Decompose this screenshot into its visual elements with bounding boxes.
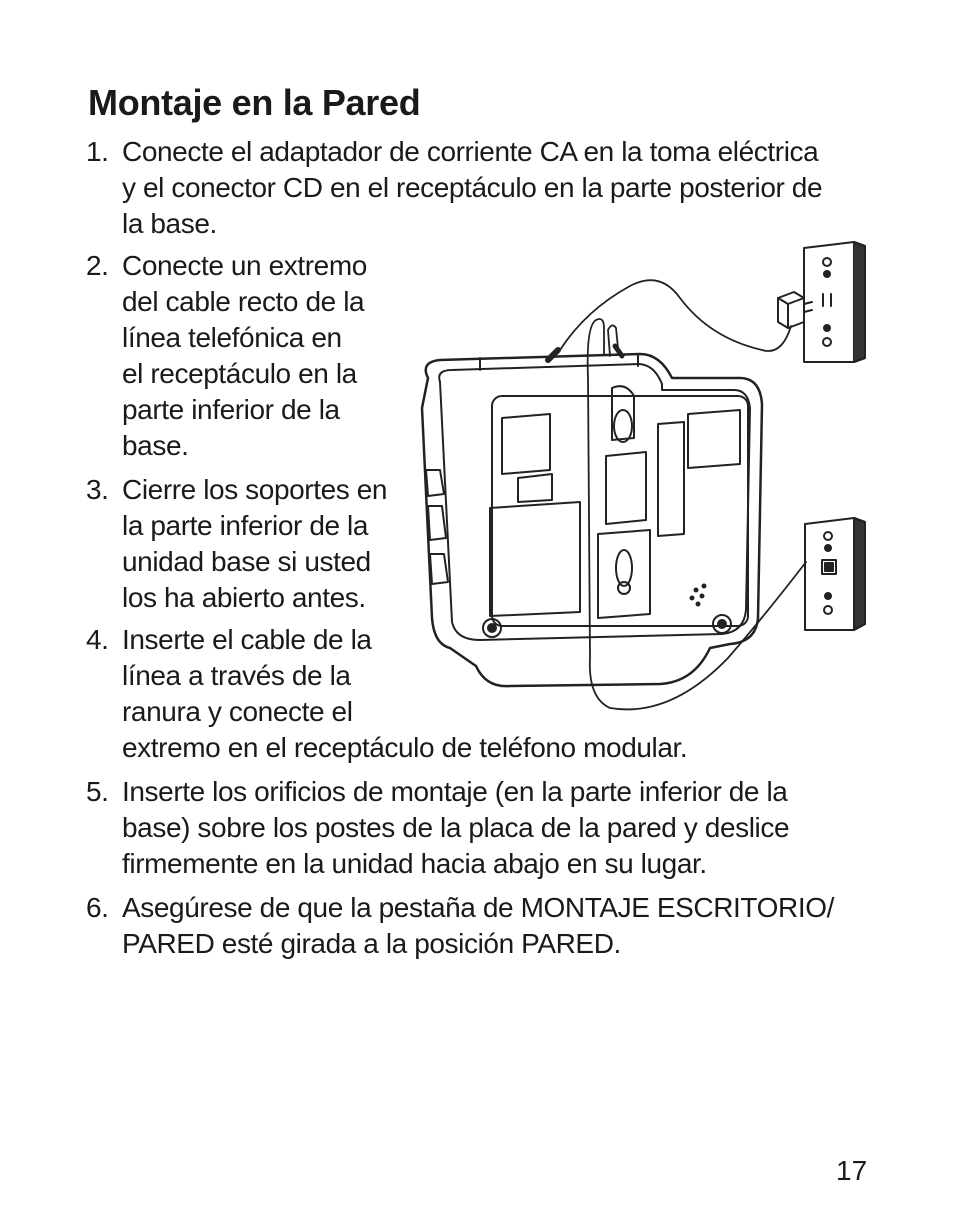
step-line: y el conector CD en el receptáculo en la parte posterior de <box>122 172 823 203</box>
step-3 <box>86 472 387 616</box>
step-line: línea a través de la <box>122 660 351 691</box>
step-2 <box>86 248 367 464</box>
step-line: parte inferior de la <box>122 394 340 425</box>
step-number: 3. <box>86 474 109 505</box>
step-line: ranura y conecte el <box>122 696 353 727</box>
step-line: Inserte los orificios de montaje (en la parte inferior de la <box>122 776 788 807</box>
step-line: Conecte el adaptador de corriente CA en la toma eléctrica <box>122 136 819 167</box>
step-number: 2. <box>86 250 109 281</box>
step-number: 6. <box>86 892 109 923</box>
step-line: Inserte el cable de la <box>122 624 372 655</box>
step-1 <box>86 134 822 242</box>
step-line: unidad base si usted <box>122 546 371 577</box>
step-5 <box>86 774 789 882</box>
step-line: Conecte un extremo <box>122 250 367 281</box>
step-line: firmemente en la unidad hacia abajo en su lugar. <box>122 848 707 879</box>
step-line: línea telefónica en <box>122 322 342 353</box>
phone-base-icon <box>422 354 762 686</box>
step-line: Cierre los soportes en <box>122 474 388 505</box>
step-6 <box>86 890 834 962</box>
page-number: 17 <box>836 1155 868 1186</box>
step-line: la parte inferior de la <box>122 510 369 541</box>
step-line: extremo en el receptáculo de teléfono modular. <box>122 732 688 763</box>
step-number: 4. <box>86 624 109 655</box>
step-number: 1. <box>86 136 109 167</box>
step-line: Asegúrese de que la pestaña de MONTAJE ESCRITORIO/ <box>122 892 834 923</box>
step-number: 5. <box>86 776 109 807</box>
step-line: base) sobre los postes de la placa de la pared y deslice <box>122 812 790 843</box>
phone-jack-icon <box>805 518 865 630</box>
step-line: base. <box>122 430 189 461</box>
page-title: Montaje en la Pared <box>88 82 421 123</box>
step-line: PARED esté girada a la posición PARED. <box>122 928 621 959</box>
step-line: los ha abierto antes. <box>122 582 366 613</box>
step-line: el receptáculo en la <box>122 358 357 389</box>
power-outlet-icon <box>804 242 865 362</box>
step-line: la base. <box>122 208 217 239</box>
step-line: del cable recto de la <box>122 286 365 317</box>
wall-mount-illustration <box>410 238 870 718</box>
